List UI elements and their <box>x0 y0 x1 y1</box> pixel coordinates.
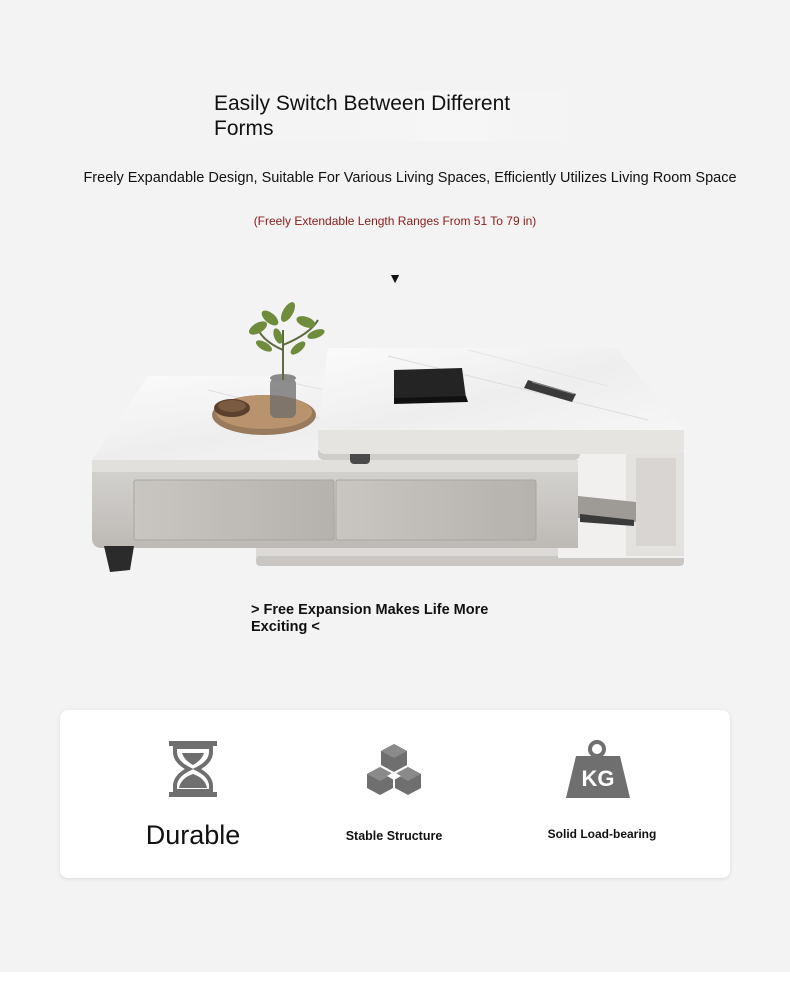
down-arrow-icon: ▼ <box>388 270 402 286</box>
kg-weight-icon <box>566 740 632 798</box>
feature-durable <box>93 710 293 878</box>
length-range-note: (Freely Extendable Length Ranges From 51 To 79 in) <box>253 214 537 228</box>
page-subtitle: Freely Expandable Design, Suitable For Various Living Spaces, Efficiently Utilizes Living Room Space <box>83 170 737 186</box>
footer-strip <box>0 972 790 990</box>
page-title: Easily Switch Between Different Forms <box>214 91 574 141</box>
feature-label: Stable Structure <box>345 829 443 843</box>
features-card <box>60 710 730 878</box>
hourglass-icon <box>168 740 218 798</box>
coffee-table-image <box>88 290 698 580</box>
kg-text: KG <box>581 766 615 791</box>
feature-stable-structure <box>294 710 494 878</box>
cubes-icon <box>367 742 421 798</box>
feature-solid-load-bearing <box>502 710 702 878</box>
feature-label: Solid Load-bearing <box>547 827 657 841</box>
feature-label: Durable <box>145 820 241 850</box>
tagline: > Free Expansion Makes Life More Exciting < <box>251 602 489 635</box>
